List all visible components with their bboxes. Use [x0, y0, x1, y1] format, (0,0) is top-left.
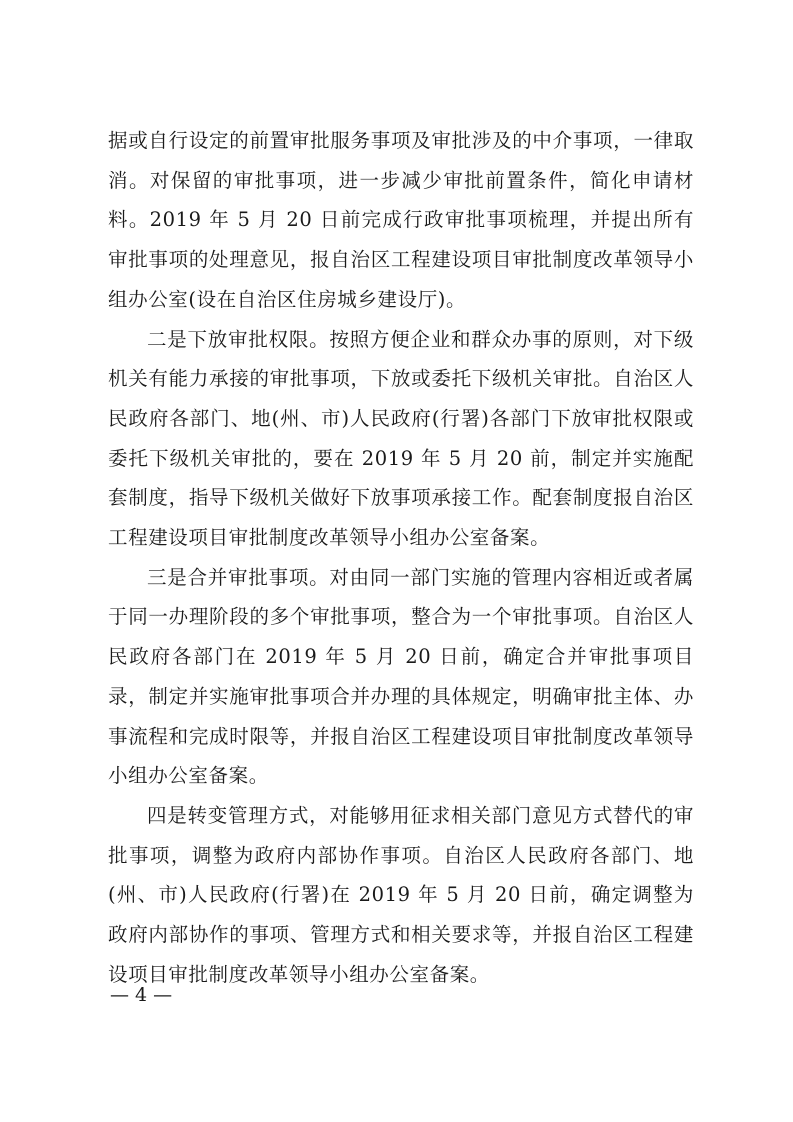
paragraph-continuation: 据或自行设定的前置审批服务事项及审批涉及的中介事项，一律取消。对保留的审批事项，进一步减少审批前置条件，简化申请材料。2019 年 5 月 20 日前完成行政审批事项梳理，并提出所有审批事项的处理意见，报自治区工程建设项目审批制度改革领导小组办公室(设在自治区住房城乡建设厅)。: [108, 129, 694, 311]
document-body: [108, 121, 694, 994]
paragraph-merge-approval: 三是合并审批事项。对由同一部门实施的管理内容相近或者属于同一办理阶段的多个审批事项，整合为一个审批事项。自治区人民政府各部门在 2019 年 5 月 20 日前，确定合并审批事项目录，制定并实施审批事项合并办理的具体规定，明确审批主体、办事流程和完成时限等，并报自治区工程建设项目审批制度改革领导小组办公室备案。: [108, 565, 694, 788]
page-number: — 4 —: [110, 984, 173, 1006]
paragraph-change-management: 四是转变管理方式，对能够用征求相关部门意见方式替代的审批事项，调整为政府内部协作事项。自治区人民政府各部门、地(州、市)人民政府(行署)在 2019 年 5 月 20 日前，确定调整为政府内部协作的事项、管理方式和相关要求等，并报自治区工程建设项目审批制度改革领导小组办公室备案。: [108, 803, 694, 986]
paragraph-delegate-approval: 二是下放审批权限。按照方便企业和群众办事的原则，对下级机关有能力承接的审批事项，下放或委托下级机关审批。自治区人民政府各部门、地(州、市)人民政府(行署)各部门下放审批权限或委托下级机关审批的，要在 2019 年 5 月 20 前，制定并实施配套制度，指导下级机关做好下放事项承接工作。配套制度报自治区工程建设项目审批制度改革领导小组办公室备案。: [108, 327, 694, 550]
